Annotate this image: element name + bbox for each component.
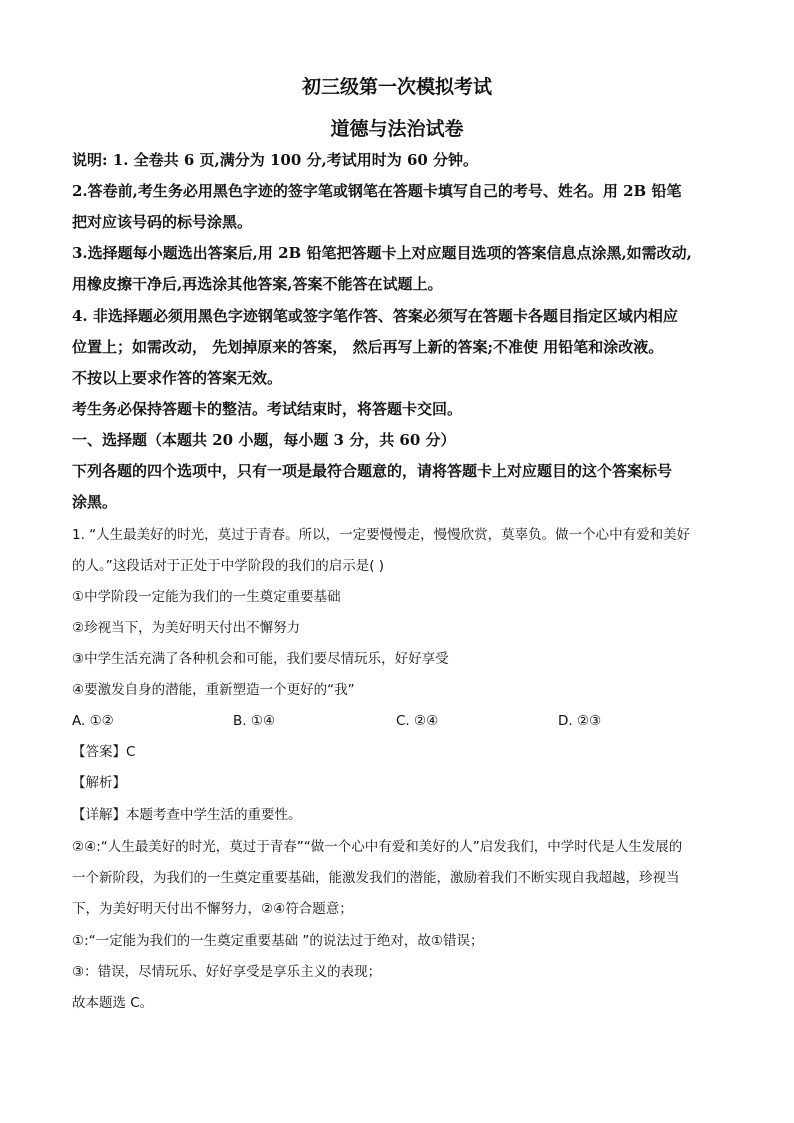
section-note-line: 涂黑。 xyxy=(72,493,118,511)
option-a: A. ①② xyxy=(72,713,114,729)
question-statement: ②珍视当下，为美好明天付出不懈努力 xyxy=(72,620,301,636)
section-note-line: 下列各题的四个选项中，只有一项是最符合题意的，请将答题卡上对应题目的这个答案标号 xyxy=(72,462,673,480)
instruction-line: 用橡皮擦干净后,再选涂其他答案,答案不能答在试题上。 xyxy=(72,275,443,293)
analysis-line: 【详解】本题考查中学生活的重要性。 xyxy=(72,807,302,823)
instruction-line: 不按以上要求作答的答案无效。 xyxy=(72,369,283,387)
exam-title: 初三级第一次模拟考试 xyxy=(301,76,492,98)
option-c: C. ②④ xyxy=(396,713,439,729)
instruction-line: 4. 非选择题必须用黑色字迹钢笔或签字笔作答、答案必须写在答题卡各题目指定区域内相应 xyxy=(72,307,678,325)
option-d: D. ②③ xyxy=(558,713,602,729)
analysis-line: ②④:“人生最美好的时光，莫过于青春”“做一个心中有爱和美好的人”启发我们，中学时代是人生发展的 xyxy=(72,839,683,855)
question-statement: ④要激发自身的潜能，重新塑造一个更好的“我” xyxy=(72,682,355,698)
analysis-label: 【解析】 xyxy=(72,775,126,791)
option-b: B. ①④ xyxy=(233,713,276,729)
section-heading: 一、选择题（本题共 20 小题，每小题 3 分，共 60 分） xyxy=(72,431,456,449)
analysis-line: ①:“一定能为我们的一生奠定重要基础 ”的说法过于绝对，故①错误； xyxy=(72,933,484,949)
instruction-line: 说明: 1. 全卷共 6 页,满分为 100 分,考试用时为 60 分钟。 xyxy=(72,151,479,169)
question-stem-line: 1. “人生最美好的时光，莫过于青春。所以，一定要慢慢走，慢慢欣赏，莫辜负。做一个心中有爱和美好 xyxy=(72,527,691,543)
analysis-line: 一个新阶段，为我们的一生奠定重要基础，能激发我们的潜能，激励着我们不断实现自我超越，珍视当 xyxy=(72,870,680,886)
instruction-line: 考生务必保持答题卡的整洁。考试结束时，将答题卡交回。 xyxy=(72,400,463,418)
question-statement: ③中学生活充满了各种机会和可能，我们要尽情玩乐，好好享受 xyxy=(72,651,449,667)
instruction-line: 3.选择题每小题选出答案后,用 2B 铅笔把答题卡上对应题目选项的答案信息点涂黑,如需改动, xyxy=(72,244,692,262)
exam-subtitle: 道德与法治试卷 xyxy=(330,118,464,140)
instruction-line: 位置上；如需改动， 先划掉原来的答案， 然后再写上新的答案;不准使 用铅笔和涂改液。 xyxy=(72,338,664,356)
question-statement: ①中学阶段一定能为我们的一生奠定重要基础 xyxy=(72,589,341,605)
analysis-line: 下，为美好明天付出不懈努力，②④符合题意； xyxy=(72,901,353,917)
instruction-line: 把对应该号码的标号涂黑。 xyxy=(72,213,253,231)
instruction-line: 2.答卷前,考生务必用黑色字迹的签字笔或钢笔在答题卡填写自己的考号、姓名。用 2B 铅笔 xyxy=(72,182,682,200)
question-stem-line: 的人。”这段话对于正处于中学阶段的我们的启示是( ) xyxy=(72,558,385,574)
analysis-line: 故本题选 C。 xyxy=(72,995,154,1011)
analysis-line: ③：错误，尽情玩乐、好好享受是享乐主义的表现； xyxy=(72,964,382,980)
answer-line: 【答案】C xyxy=(72,744,136,760)
